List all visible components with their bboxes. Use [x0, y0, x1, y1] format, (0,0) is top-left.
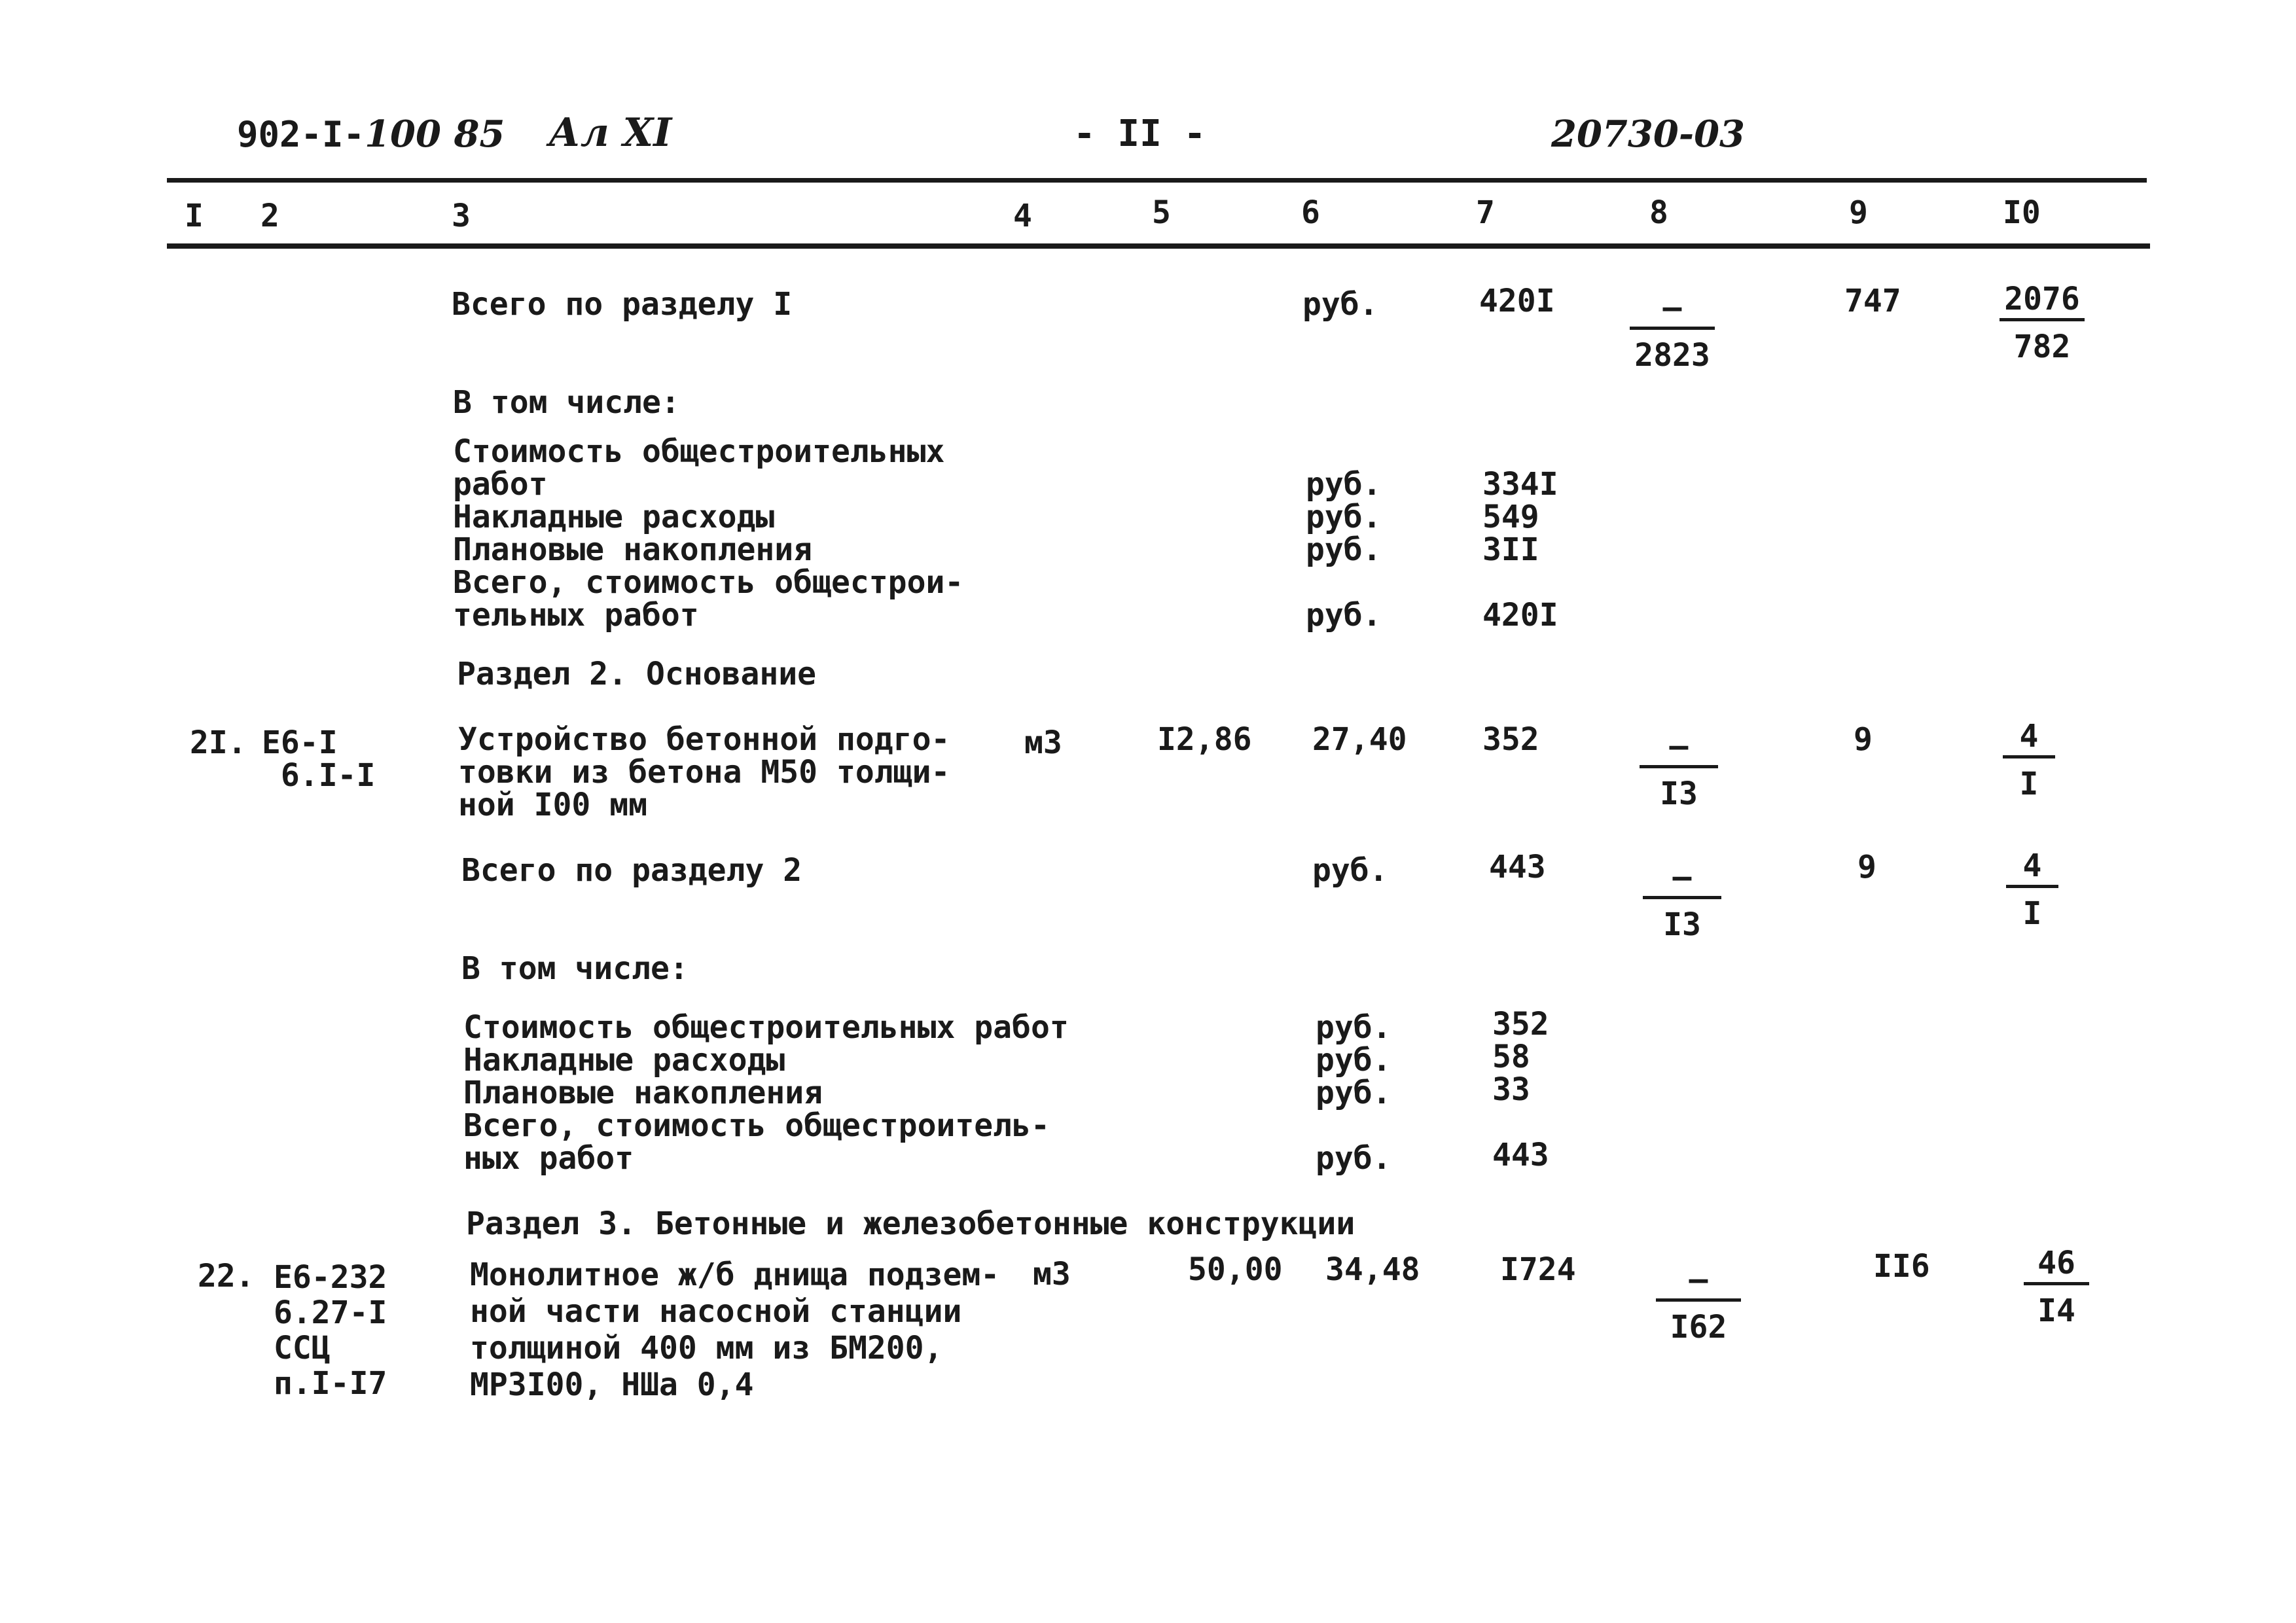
page-number: - II - [1073, 113, 1206, 155]
col-1-header: I [185, 198, 204, 234]
section1-total-c9: 747 [1844, 283, 1901, 319]
item-22-c9: II6 [1873, 1248, 1930, 1285]
section2-total-c9: 9 [1857, 849, 1876, 885]
item-21-code: Е6-I 6.I-I [262, 724, 376, 794]
col-10-header: I0 [2003, 194, 2041, 231]
item-22-c7: I724 [1500, 1251, 1576, 1288]
item-21-unit: м3 [1024, 724, 1062, 761]
col-5-header: 5 [1152, 194, 1171, 231]
doc-code-handwritten: 100 85 [365, 113, 505, 156]
fraction-numerator: – [1640, 730, 1718, 768]
fraction-denominator: I [2019, 766, 2039, 802]
section3-heading: Раздел 3. Бетонные и железобетонные конструкции [466, 1205, 1355, 1242]
col-8-header: 8 [1649, 194, 1668, 231]
section2-breakdown-values: 352 58 33 443 [1492, 1006, 1549, 1173]
fraction-denominator: I62 [1670, 1309, 1727, 1346]
fraction-numerator: – [1656, 1263, 1741, 1302]
col-2-header: 2 [260, 198, 279, 234]
fraction-numerator: 4 [2003, 720, 2055, 758]
album-number: Ал XI [548, 110, 672, 156]
section2-total-c7: 443 [1489, 849, 1546, 885]
drawing-number: 20730-03 [1551, 113, 1745, 156]
section1-total-label: Всего по разделу I [452, 286, 793, 323]
section2-total-c10 [2006, 849, 2058, 930]
col-7-header: 7 [1476, 194, 1495, 231]
item-22-unit: м3 [1033, 1256, 1071, 1293]
fraction-numerator: 2076 [2000, 283, 2085, 321]
item-21-c9: 9 [1854, 721, 1873, 758]
fraction-denominator: 2823 [1634, 337, 1710, 374]
section2-heading: Раздел 2. Основание [457, 656, 817, 692]
fraction-numerator: 4 [2006, 849, 2058, 888]
section1-total-c10 [2000, 283, 2085, 363]
item-21-c7: 352 [1482, 721, 1539, 758]
section1-breakdown-lines: Стоимость общестроительных работ Накладные расходы Плановые накопления Всего, стоимость общестрои- тельных работ [453, 433, 964, 633]
item-22-description: Монолитное ж/б днища подзем- ной части насосной станции толщиной 400 мм из БМ200, МРЗI00, НШа 0,4 [470, 1257, 1000, 1403]
item-22-price: 34,48 [1325, 1251, 1420, 1288]
table-top-rule [167, 178, 2147, 183]
item-21-price: 27,40 [1312, 721, 1407, 758]
col-3-header: 3 [452, 198, 471, 234]
fraction-numerator: – [1643, 861, 1721, 899]
fraction-denominator: I3 [1663, 906, 1701, 943]
doc-code-printed: 902-I- [237, 114, 365, 155]
item-22-number: 22. [198, 1258, 255, 1294]
col-4-header: 4 [1013, 198, 1032, 234]
doc-code [237, 113, 505, 156]
section2-breakdown-lines: Стоимость общестроительных работ Накладные расходы Плановые накопления Всего, стоимость общестроитель- ных работ [463, 1009, 1069, 1177]
section2-breakdown-heading: В том числе: [461, 950, 689, 987]
item-21-c8 [1640, 730, 1718, 810]
item-22-c8 [1656, 1263, 1741, 1344]
fraction-denominator: I4 [2037, 1293, 2075, 1329]
fraction-denominator: I [2022, 895, 2042, 932]
col-6-header: 6 [1301, 194, 1320, 231]
col-9-header: 9 [1849, 194, 1868, 231]
section2-total-label: Всего по разделу 2 [461, 852, 802, 889]
section1-breakdown-values: 334I 549 3II 420I [1482, 466, 1558, 633]
item-22-quantity: 50,00 [1188, 1251, 1283, 1288]
item-21-description: Устройство бетонной подго- товки из бетона М50 толщи- ной I00 мм [458, 721, 950, 823]
section1-total-unit: руб. [1302, 286, 1378, 323]
item-21-c10 [2003, 720, 2055, 800]
section1-breakdown-heading: В том числе: [453, 384, 680, 421]
section2-total-c8 [1643, 861, 1721, 941]
fraction-numerator: 46 [2024, 1247, 2089, 1285]
section2-breakdown-units: руб. руб. руб. руб. [1316, 1009, 1391, 1177]
section1-breakdown-units: руб. руб. руб. руб. [1306, 466, 1382, 633]
fraction-denominator: I3 [1660, 776, 1698, 812]
section2-total-unit: руб. [1312, 852, 1388, 889]
item-21-number: 2I. [190, 724, 247, 761]
section1-total-c8 [1630, 291, 1715, 372]
table-header-bottom-rule [167, 243, 2150, 249]
fraction-denominator: 782 [2013, 329, 2071, 365]
fraction-numerator: – [1630, 291, 1715, 330]
section1-total-c7: 420I [1479, 283, 1555, 319]
item-22-code: Е6-232 6.27-I ССЦ п.I-I7 [274, 1259, 387, 1402]
item-22-c10 [2024, 1247, 2089, 1327]
item-21-quantity: I2,86 [1157, 721, 1252, 758]
